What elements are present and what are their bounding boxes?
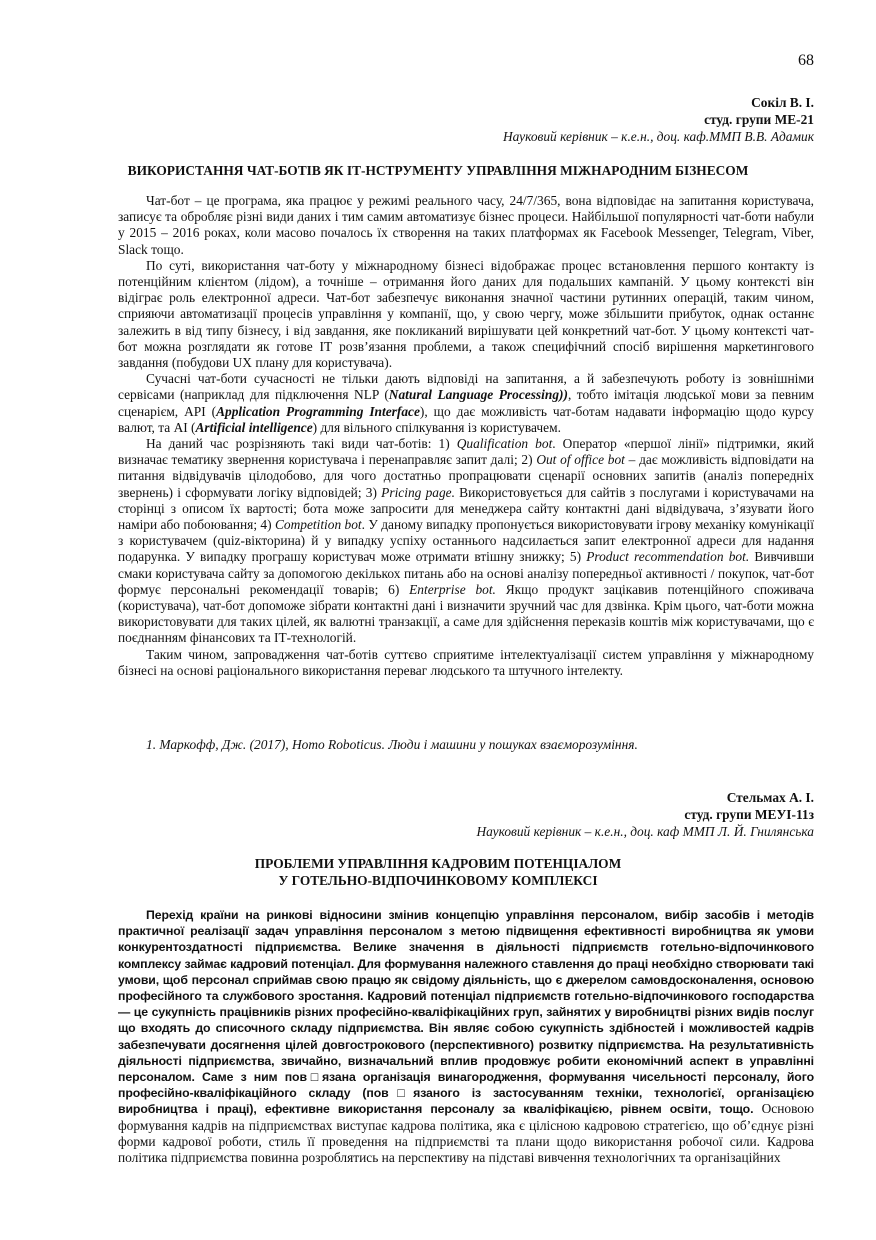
text-run: ), що дає можливість чат-ботам надавати інформацію щодо курсу валют, та AI (: [118, 403, 814, 435]
text-run-italic: Pricing page.: [381, 484, 455, 500]
page-number: 68: [798, 52, 814, 69]
text-run: – дає можливість відповідати на питання відвідувачів цілодобово, для чого достатньо пропрацювати сценарії основних запитів (аналіз попередніх звернень) і сформувати логіку відповідей; 3): [118, 452, 814, 500]
text-run: ) для вільного спілкування із користувачем.: [312, 419, 561, 435]
text-run-italic: Qualification bot: [456, 436, 553, 452]
article1-advisor: Науковий керівник – к.е.н., доц. каф.ММП В.В. Адамик: [502, 129, 814, 144]
text-run-italic: Out of office bot: [536, 452, 625, 468]
article2-author-block: [476, 789, 814, 840]
text-run-italic: Product recommendation bot.: [586, 549, 750, 565]
article1-body: [118, 193, 814, 679]
text-run-italic: Competition bot: [274, 517, 362, 533]
article2-group: студ. групи МЕУІ-11з: [684, 807, 814, 822]
article1-paragraph: [118, 436, 814, 647]
article2-title-line: У ГОТЕЛЬНО-ВІДПОЧИНКОВОМУ КОМПЛЕКСІ: [278, 873, 598, 888]
text-run: Вивчивши смаки користувача сайту за допомогою декількох питань або на основі аналізу попередньої активності / покупок, чат-бот формує персональні рекомендації товарів; 6): [118, 549, 815, 597]
article1-reference: 1. Маркофф, Дж. (2017), Homo Roboticus. Люди і машини у пошуках взаєморозуміння.: [146, 737, 638, 752]
article2-title-line: ПРОБЛЕМИ УПРАВЛІННЯ КАДРОВИМ ПОТЕНЦІАЛОМ: [254, 856, 622, 871]
article1-group: студ. групи МЕ-21: [704, 112, 814, 127]
text-run-bold-italic: Artificial intelligence: [195, 419, 313, 435]
article1-title: ВИКОРИСТАННЯ ЧАТ-БОТІВ ЯК ІТ-НСТРУМЕНТУ УПРАВЛІННЯ МІЖНАРОДНИМ БІЗНЕСОМ: [127, 163, 749, 178]
article2-title: [62, 855, 814, 889]
text-run: . У даному випадку пропонується використовувати ігрову механіку комунікації з користувачем (quiz-вікторина) й у випадку успіху останнього надсилається запит електронної адреси для надання подарунка. У випадку програшу користувач може отримати втішну знижку; 5): [118, 517, 814, 565]
text-run-bold-italic: Application Programming Interface: [216, 403, 420, 419]
article1-paragraph: Таким чином, запровадження чат-ботів суттєво сприятиме інтелектуалізації систем управління у міжнародному бізнесі на основі раціонального використання переваг людського та штучного інтелекту.: [118, 646, 814, 678]
article1-paragraph: Чат-бот – це програма, яка працює у режимі реального часу, 24/7/365, вона відповідає на запитання користувача, записує та обробляє різні види даних і тим самим автоматизує бізнес процеси. Найбільшої популярності чат-боти набули у 2015 – 2016 роках, коли масово почалось їх створення на таких платформах як Facebook Messenger, Telegram, Viber, Slack тощо.: [118, 193, 814, 257]
article2-author: Стельмах А. І.: [726, 790, 814, 805]
text-run: Якщо продукт зацікавив потенційного споживача (користувача), чат-бот допоможе зібрати контактні дані і визначити зручний час для дзвінка. Крім цього, чат-боти можна використовувати для таких цілей, як валютні транзакції, а саме для здійснення переказів коштів між користувачами, що є поєднанням фінансових та ІТ-технологій.: [118, 581, 814, 646]
article1-paragraph: [118, 371, 814, 436]
article1-paragraph: По суті, використання чат-боту у міжнародному бізнесі відображає процес встановлення першого контакту із потенційним клієнтом (лідом), а точніше – отримання його даних для подальших кампаній. У цьому контексті він відіграє роль електронної адреси. Чат-бот забезпечує виконання значної частини рутинних операцій, таким чином, сприяючи автоматизації процесів управління у компанії, що, у свою чергу, може збільшити прибуток, однак останнє залежить в від типу бізнесу, і від завдання, яке покликаний вирішувати цей конкретний чат-бот. У цьому контексті чат-бот можна розглядати як готове ІТ розв’язання проблеми, а також специфічний спосіб вирішення маркетингового завдання (побудови UX плану для користувача).: [118, 257, 814, 371]
text-run: На даний час розрізняють такі види чат-ботів: 1): [146, 436, 457, 452]
article1-author-block: [503, 94, 814, 145]
article1-author: Сокіл В. І.: [751, 95, 814, 110]
article2-advisor: Науковий керівник – к.е.н., доц. каф ММП Л. Й. Гнилянська: [476, 824, 814, 839]
text-run: . Оператор «першої лінії» підтримки, який визначає тематику звернення користувача і перенаправляє запит далі; 2): [118, 436, 814, 468]
text-run-bold: Перехід країни на ринкові відносини змінив концепцію управління персоналом, вибір засобів і методів практичної реалізації задач управління персоналом з метою підвищення ефективності виробництва як умови конкурентоздатності підприємства. Велике значення в діяльності підприємств готельно-відпочинкового комплексу займає кадровий потенціал. Для формування належного ставлення до праці необхідно створювати такі умови, щоб персонал сприймав свою працю як свідому діяльність, що є джерелом самовдосконалення, основою професійного та службового зростання. Кадровий потенціал підприємств готельно-відпочинкового господарства — це сукупність працівників різних професійно-кваліфікаційних груп, зайнятих у виробництві різних видів послуг що входять до списочного складу підприємства. Він являє собою сукупність здібностей і можливостей кадрів забезпечувати досягнення цілей довгострокового (перспективного) розвитку підприємства. На результативність діяльності підприємства, звичайно, визначальний вплив продовжує робити економічний аспект в управлінні персоналом. Саме з ним пов□язана організація винагородження, формування чисельності персоналу, його професійно-кваліфікаційного складу (пов□язаного із застосуванням техніки, технологієї, організацією виробництва і праці), ефективне використання персоналу за кваліфікацією, рівнем освіти, тощо.: [118, 908, 814, 1117]
article2-body: [118, 907, 814, 1166]
text-run-bold-italic: Natural Language Processing)): [388, 387, 568, 403]
text-run: Використовується для сайтів з послугами і користувачами на сторінці з описом їх вартості; бота може запросити для менеджера сайту контактні дані відвідувача, з’язувати його наміри або побоювання; 4): [118, 484, 814, 533]
text-run: Сучасні чат-боти сучасності не тільки дають відповіді на запитання, а й забезпечують роботу із зовнішніми сервісами (наприклад для підключення NLP (: [118, 371, 814, 403]
text-run: , тобто імітація людської мови за певним сценарієм, API (: [118, 387, 814, 419]
text-run-italic: Enterprise bot.: [409, 581, 496, 597]
text-run: Основою формування кадрів на підприємствах виступає кадрова політика, яка є цілісною кадровою стратегією, що об’єднує різні форми кадрової роботи, стиль її проведення на підприємстві та плани щодо використання робочої сили. Кадрова політика підприємства повинна розроблятись на перспективу на підставі вивчення технологічних та організаційних: [118, 1101, 814, 1166]
article2-paragraph: [118, 907, 814, 1166]
